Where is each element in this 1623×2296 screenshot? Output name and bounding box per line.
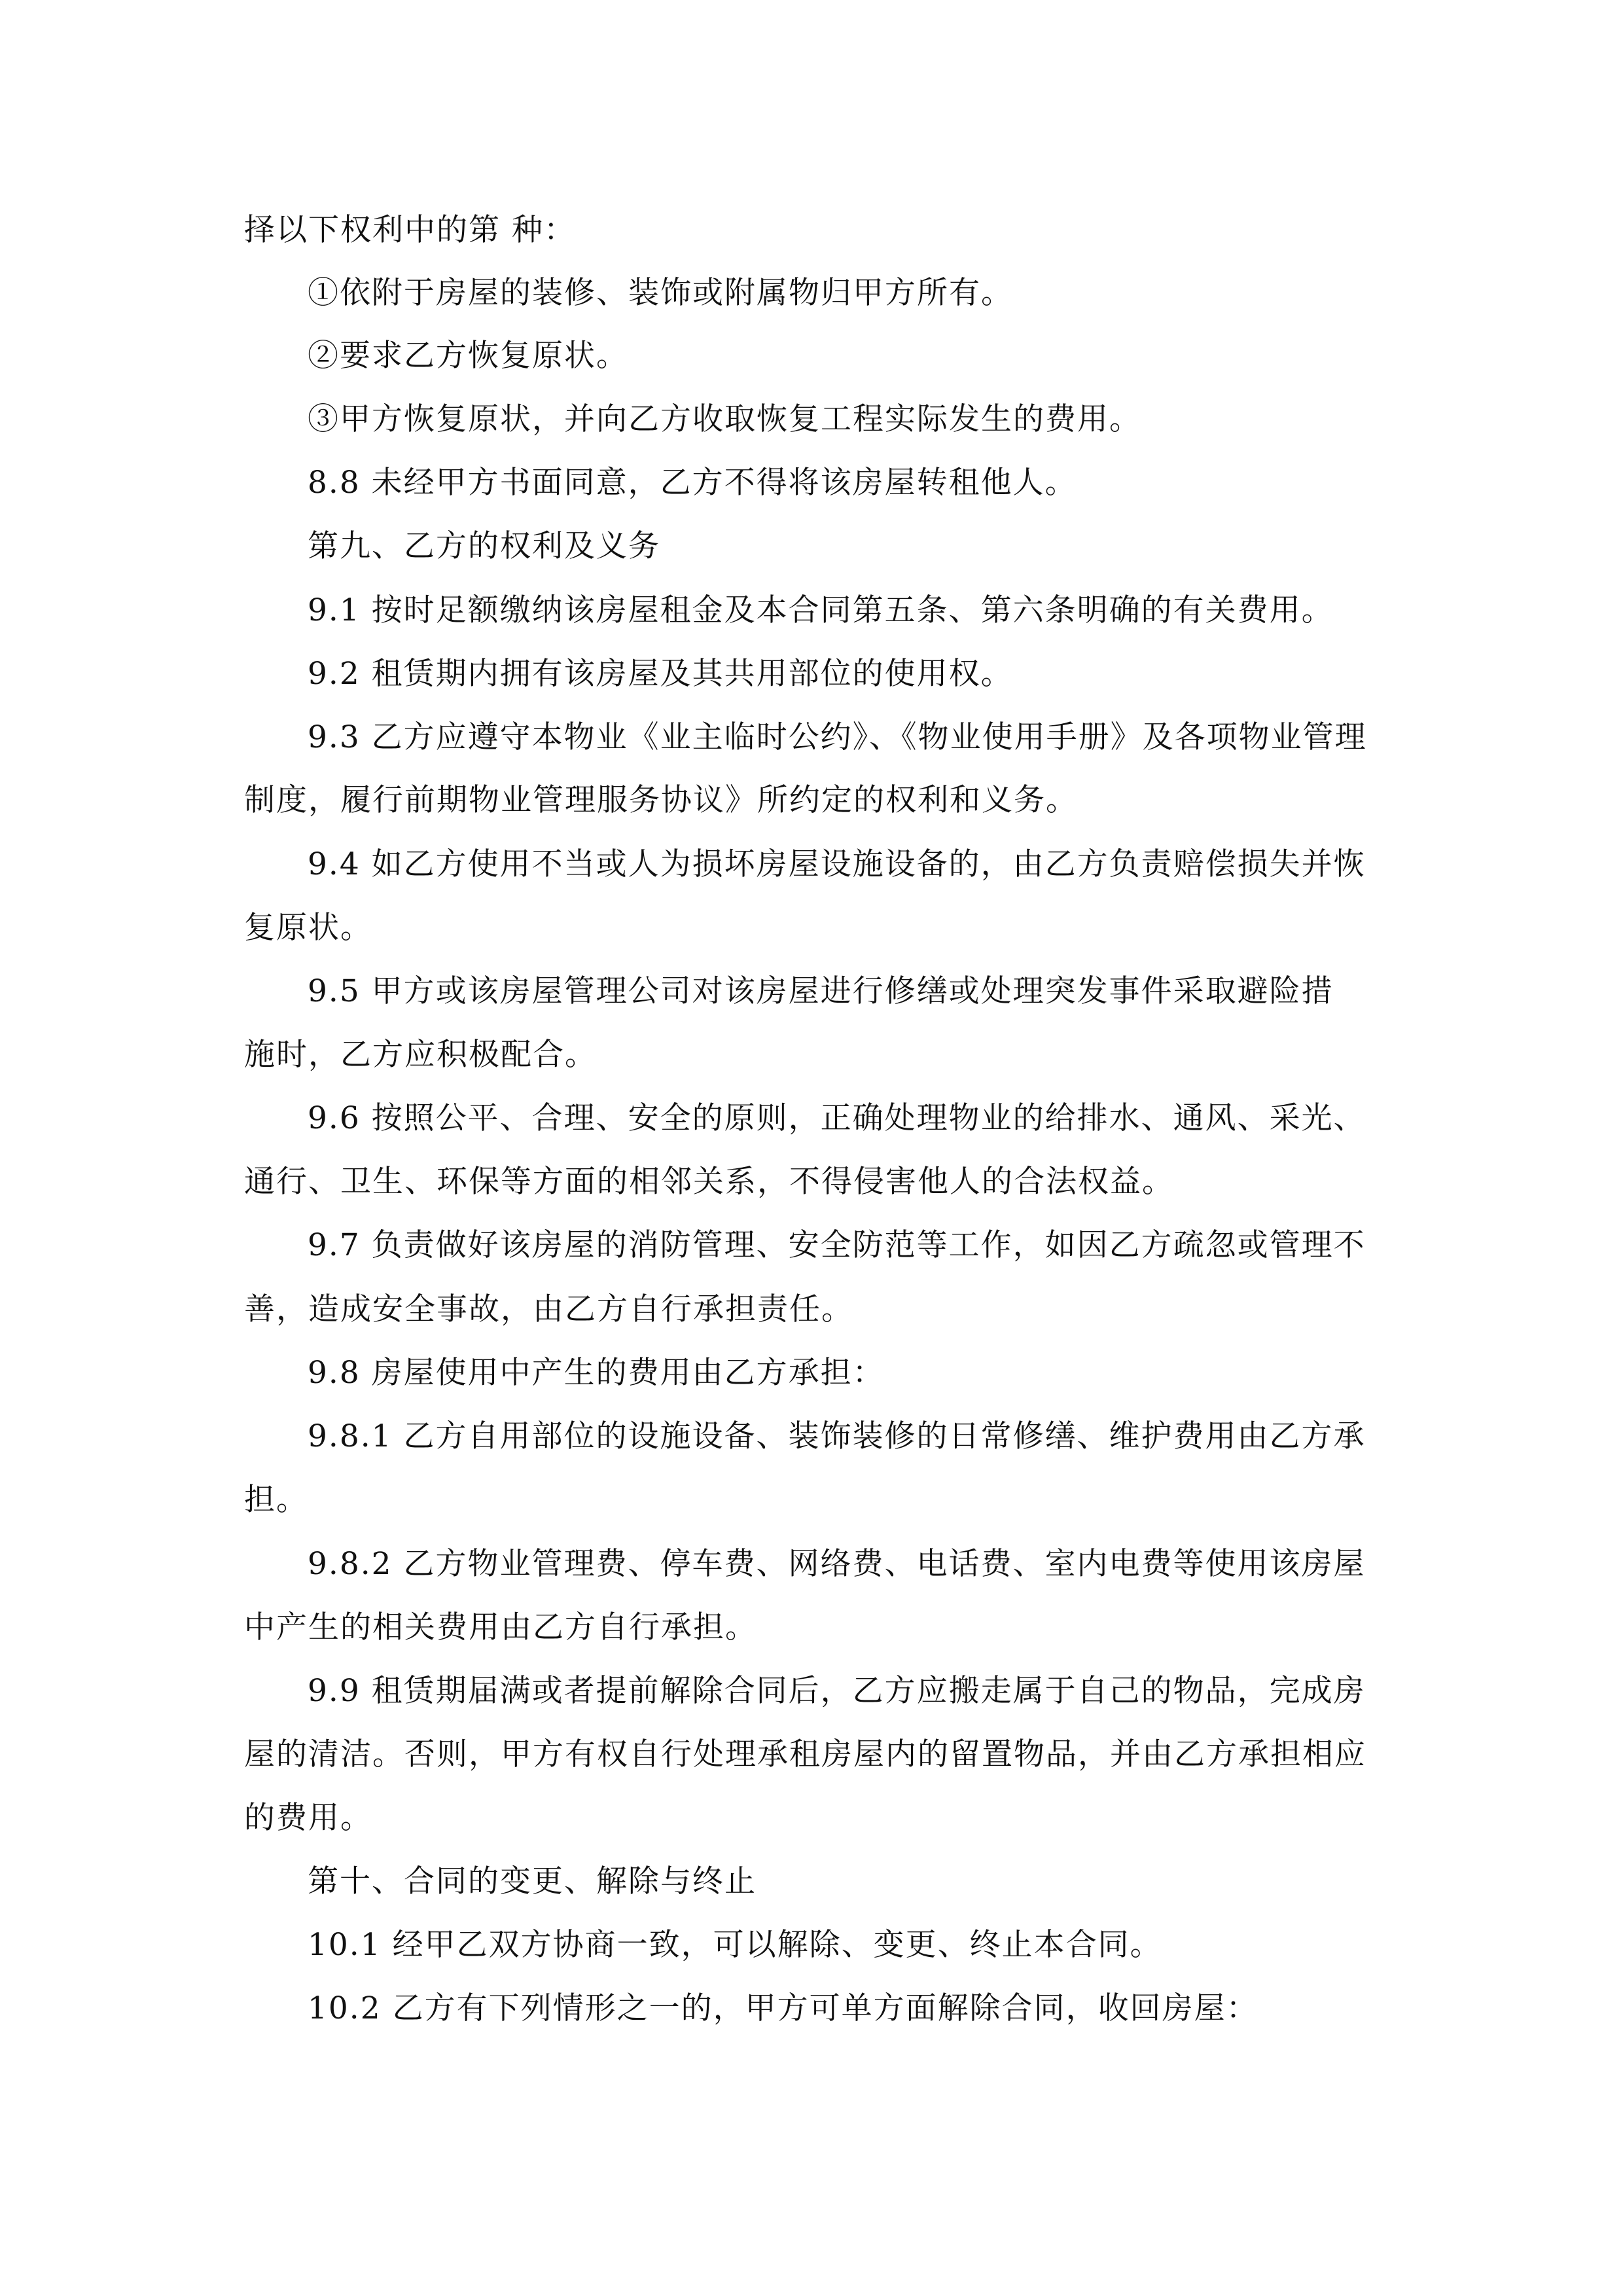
text-line: 9.8.1 乙方自用部位的设施设备、装饰装修的日常修缮、维护费用由乙方承: [308, 1418, 1366, 1454]
text-line: ②要求乙方恢复原状。: [308, 338, 628, 374]
text-line: ③甲方恢复原状，并向乙方收取恢复工程实际发生的费用。: [308, 401, 1141, 437]
text-line: 9.7 负责做好该房屋的消防管理、安全防范等工作，如因乙方疏忽或管理不: [308, 1227, 1366, 1263]
text-line: ①依附于房屋的装修、装饰或附属物归甲方所有。: [308, 275, 1013, 311]
text-line: 9.9 租赁期届满或者提前解除合同后，乙方应搬走属于自己的物品，完成房: [308, 1673, 1366, 1709]
text-line: 9.2 租赁期内拥有该房屋及其共用部位的使用权。: [308, 656, 1013, 692]
text-line: 善，造成安全事故，由乙方自行承担责任。: [244, 1291, 853, 1327]
text-line: 担。: [244, 1482, 308, 1518]
text-line: 施时，乙方应积极配合。: [244, 1037, 597, 1073]
text-line: 9.4 如乙方使用不当或人为损坏房屋设施设备的，由乙方负责赔偿损失并恢: [308, 846, 1366, 882]
section-heading: 第九、乙方的权利及义务: [308, 528, 660, 564]
text-line: 9.1 按时足额缴纳该房屋租金及本合同第五条、第六条明确的有关费用。: [308, 592, 1334, 628]
text-line: 9.6 按照公平、合理、安全的原则，正确处理物业的给排水、通风、采光、: [308, 1100, 1366, 1136]
text-line: 10.2 乙方有下列情形之一的，甲方可单方面解除合同，收回房屋：: [308, 1990, 1258, 2026]
text-line: 通行、卫生、环保等方面的相邻关系，不得侵害他人的合法权益。: [244, 1164, 1174, 1200]
text-line: 择以下权利中的第 种：: [244, 212, 576, 248]
text-line: 制度，履行前期物业管理服务协议》所约定的权利和义务。: [244, 782, 1078, 818]
section-heading: 第十、合同的变更、解除与终止: [308, 1863, 757, 1899]
text-line: 8.8 未经甲方书面同意，乙方不得将该房屋转租他人。: [308, 465, 1077, 501]
text-line: 的费用。: [244, 1800, 372, 1836]
text-line: 9.8 房屋使用中产生的费用由乙方承担：: [308, 1355, 885, 1391]
text-line: 复原状。: [244, 910, 372, 946]
text-line: 9.5 甲方或该房屋管理公司对该房屋进行修缮或处理突发事件采取避险措: [308, 973, 1334, 1009]
text-line: 10.1 经甲乙双方协商一致，可以解除、变更、终止本合同。: [308, 1927, 1162, 1963]
text-line: 屋的清洁。否则，甲方有权自行处理承租房屋内的留置物品，并由乙方承担相应: [244, 1736, 1366, 1772]
text-line: 9.3 乙方应遵守本物业《业主临时公约》、《物业使用手册》及各项物业管理: [308, 719, 1367, 755]
text-line: 9.8.2 乙方物业管理费、停车费、网络费、电话费、室内电费等使用该房屋: [308, 1546, 1366, 1582]
text-line: 中产生的相关费用由乙方自行承担。: [244, 1609, 757, 1645]
